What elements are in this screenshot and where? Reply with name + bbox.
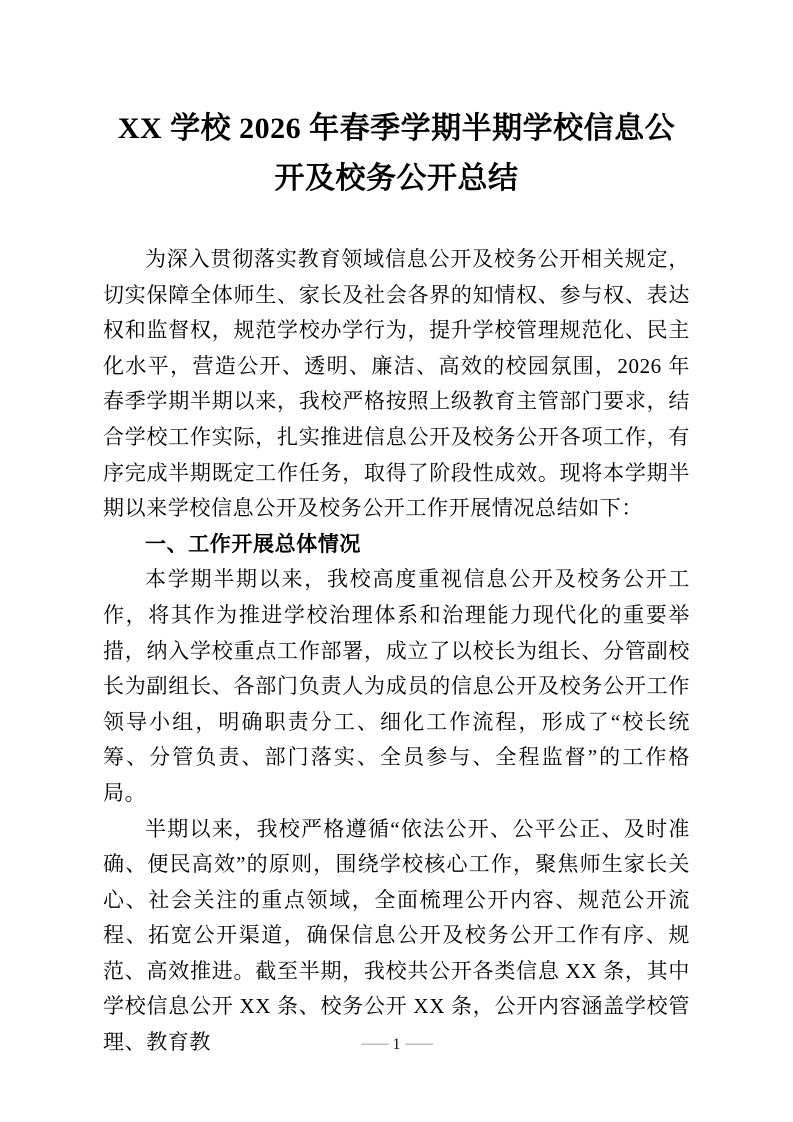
page-footer: [0, 1033, 793, 1056]
page-number: 1: [392, 1036, 401, 1053]
footer-dash-right: —: [404, 1035, 433, 1052]
document-content: [103, 0, 690, 1061]
paragraph-organization: 本学期半期以来，我校高度重视信息公开及校务公开工作，将其作为推进学校治理体系和治理能力现代化的重要举措，纳入学校重点工作部署，成立了以校长为组长、分管副校长为副组长、各部门负责人为成员的信息公开及校务公开工作领导小组，明确职责分工、细化工作流程，形成了“校长统筹、分管负责、部门落实、全员参与、全程监督”的工作格局。: [103, 567, 690, 805]
footer-dash-left: —: [360, 1035, 389, 1052]
document-body: [103, 242, 690, 1061]
paragraph-progress: 半期以来，我校严格遵循“依法公开、公平公正、及时准确、便民高效”的原则，围绕学校核心工作，聚焦师生家长关心、社会关注的重点领域，全面梳理公开内容、规范公开流程、拓宽公开渠道，确保信息公开及校务公开工作有序、规范、高效推进。截至半期，我校共公开各类信息 XX 条，其中学校信息公开 XX 条、校务公开 XX 条，公开内容涵盖学校管理、教育教: [103, 816, 690, 1055]
section-heading-1: 一、工作开展总体情况: [145, 531, 361, 556]
document-title: XX 学校 2026 年春季学期半期学校信息公开及校务公开总结: [117, 112, 676, 195]
paragraph-intro: 为深入贯彻落实教育领域信息公开及校务公开相关规定，切实保障全体师生、家长及社会各界的知情权、参与权、表达权和监督权，规范学校办学行为，提升学校管理规范化、民主化水平，营造公开、透明、廉洁、高效的校园氛围，2026 年春季学期半期以来，我校严格按照上级教育主管部门要求，结合学校工作实际，扎实推进信息公开及校务公开各项工作，有序完成半期既定工作任务，取得了阶段性成效。现将本学期半期以来学校信息公开及校务公开工作开展情况总结如下：: [103, 247, 690, 521]
